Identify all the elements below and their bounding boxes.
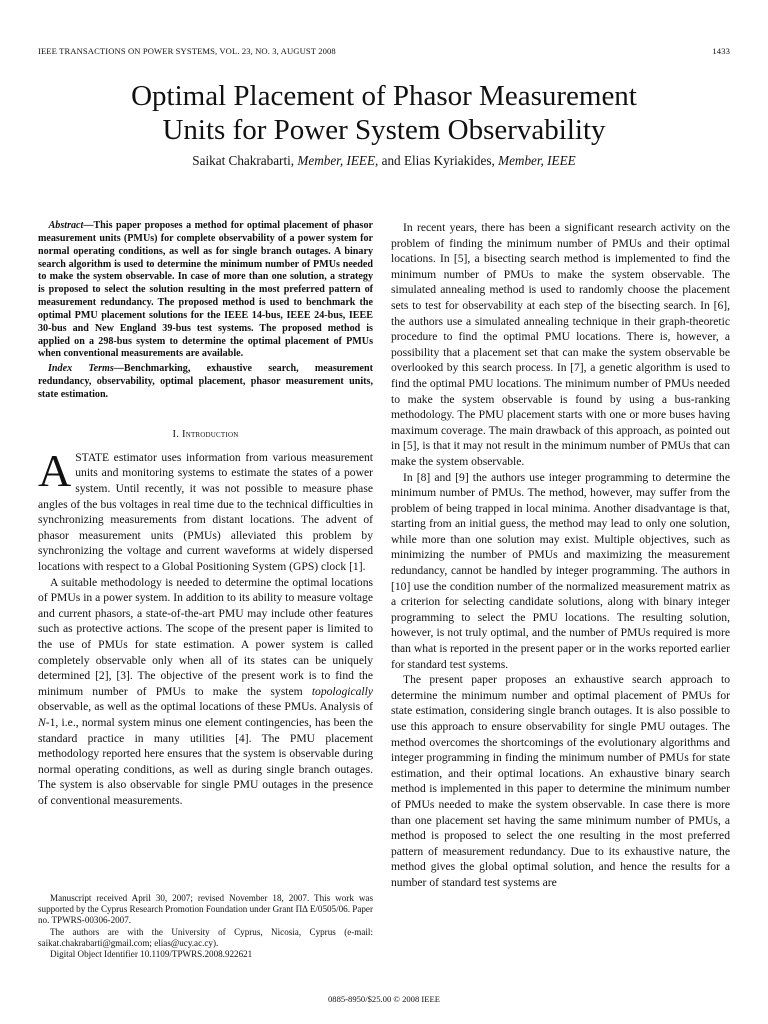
intro-paragraph-2 (38, 575, 373, 809)
paper-title (0, 79, 768, 147)
section-number: I. (172, 428, 180, 440)
right-paragraph-3: The present paper proposes an exhaustive search approach to determine the minimum number and optimal placement of PMUs for state estimation, considering single branch outages. It is also possible to use this approach to ensure observability for single PMU outages. The method overcomes the shortcomings of the evolutionary algorithms and integer programming in finding the minimum number of PMUs for state estimation, and their optimal locations. An exhaustive binary search method is implemented in this paper to determine the minimum number of PMUs needed to make the system observable. In case there is more than one placement set having the same minimum number of PMUs, a method is proposed to select the one resulting in the most preferred pattern of measurement redundancy. Due to its exhaustive nature, the method gives the global optimal solution, and hence the results for a number of standard test systems are (391, 673, 730, 889)
title-line-2: Units for Power System Observability (162, 114, 606, 146)
drop-cap: A (38, 444, 72, 496)
journal-name: IEEE TRANSACTIONS ON POWER SYSTEMS, VOL. 23, NO. 3, AUGUST 2008 (38, 46, 336, 56)
right-column (391, 220, 730, 891)
author-1-role: Member, IEEE (297, 153, 376, 168)
intro-p2-part-a: A suitable methodology is needed to determine the optimal locations of PMUs in a power system. In addition to its ability to measure voltage and current phasors, a state-of-the-art PMU may include other features such as protective actions. The scope of the present paper is limited to the use of PMUs for state estimation. A power system is called completely observable only when all of its states can be uniquely determined [2], [3]. The objective of the present work is to find the minimum number of PMUs to make the system (38, 575, 373, 698)
author-2: Elias Kyriakides, (403, 153, 495, 168)
index-terms (38, 363, 373, 402)
abstract-lead: Abstract (48, 220, 84, 231)
title-line-1: Optimal Placement of Phasor Measurement (131, 80, 637, 112)
intro-paragraph-1 (38, 444, 373, 575)
footnote-affiliation: The authors are with the University of Cyprus, Nicosia, Cyprus (e-mail: saikat.chakrabarti@gmail.com; elias@ucy.ac.cy). (38, 926, 373, 948)
index-terms-lead: Index Terms (48, 363, 114, 375)
author-2-role: Member, IEEE (498, 153, 576, 168)
footnote-doi: Digital Object Identifier 10.1109/TPWRS.2008.922621 (50, 949, 253, 960)
intro-p2-math-n: N (38, 715, 46, 729)
intro-p2-italic: topologically (311, 684, 373, 698)
section-heading (38, 429, 373, 440)
introduction-text (38, 444, 373, 809)
left-column (38, 220, 373, 808)
right-paragraph-2: In [8] and [9] the authors use integer programming to determine the minimum number of PMUs. The method, however, may suffer from the problem of being trapped in local minima. Another disadvantage is that, starting from an initial guess, the method may lead to only one solution, while more than one solution may exist. Multiple objectives, such as minimizing the number of PMUs and maximizing the measurement redundancy, cannot be handled by integer programming. The authors in [10] use the condition number of the normalized measurement matrix as a criterion for selecting candidate solutions, along with binary integer programming to select the PMU locations. The resulting solution, however, is not truly optimal, and the number of PMUs required is more than what is reported in the present paper or in the works reported earlier for standard test systems. (391, 470, 730, 671)
intro-p2-part-c: -1, i.e., normal system minus one element contingencies, has been the standard practice in many utilities [4]. The PMU placement methodology reported here ensures that the system is observable during normal operating conditions, as well as during single branch outages. The system is also observable for single PMU outages in the presence of conventional measurements. (38, 715, 373, 807)
footnotes (38, 893, 373, 960)
author-1: Saikat Chakrabarti, (192, 153, 295, 168)
section-title: Introduction (181, 428, 239, 440)
right-column-text (391, 220, 730, 891)
abstract-text: —This paper proposes a method for optimal placement of phasor measurement units (PMUs) for complete observability of a power system for normal operating conditions, as well as for single branch outages. A binary search algorithm is used to determine the minimum number of PMUs needed to make the system observable. In case of more than one solution, a strategy is proposed to select the solution resulting in the most preferred pattern of measurement redundancy. The proposed method is used to benchmark the optimal PMU placement solutions for the IEEE 14-bus, IEEE 24-bus, IEEE 30-bus and New England 39-bus test systems. The proposed method is applied on a 298-bus system to determine the optimal placement of PMUs when conventional measurements are available. (38, 220, 373, 360)
right-paragraph-1: In recent years, there has been a significant research activity on the problem of finding the minimum number of PMUs and their optimal locations. In [5], a bisecting search method is implemented to find the minimum number of PMUs to make the system observable. The simulated annealing method is used to randomly choose the placement sets to test for observability at each step of the bisecting search. In [6], the authors use a simulated annealing technique in their graph-theoretic procedure to find the optimal PMU locations. There is, however, a possibility that a placement set that can make the system observable be overlooked by this search process. In [7], a genetic algorithm is used to find the optimal PMU locations. The minimum number of PMUs needed to make the system observable is found by using a bus-ranking methodology. The PMU placement starts with one or more buses having maximum coverage. The main drawback of this approach, as pointed out in [5], is that it may not result in the minimum number of PMUs that can make the system observable. (391, 221, 730, 468)
abstract (38, 220, 373, 361)
intro-p1-text: STATE estimator uses information from various measurement units and monitoring systems to estimate the states of a power system. Until recently, it was not possible to measure phase angles of the bus voltages in real time due to the technical difficulties in synchronizing measurements from distant locations. The advent of phasor measurement units (PMUs) alleviated this problem by synchronizing the voltage and current waveforms at widely dispersed locations with respect to a Global Positioning System (GPS) clock [1]. (38, 450, 373, 573)
index-terms-text: —Benchmarking, exhaustive search, measurement redundancy, observability, optimal placement, phasor measurement units, state estimation. (38, 363, 373, 400)
author-conjunction: , and (375, 153, 401, 168)
footnote-manuscript: Manuscript received April 30, 2007; revised November 18, 2007. This work was supported by the Cyprus Research Promotion Foundation under Grant ΠΔ Ε/0505/06. Paper no. TPWRS-00306-2007. (38, 893, 373, 926)
author-line (0, 153, 768, 169)
copyright-footer: 0885-8950/$25.00 © 2008 IEEE (327, 994, 441, 1004)
page-number: 1433 (712, 46, 730, 56)
running-head (38, 46, 730, 58)
intro-p2-part-b: observable, as well as the optimal locations of these PMUs. Analysis of (38, 700, 373, 714)
